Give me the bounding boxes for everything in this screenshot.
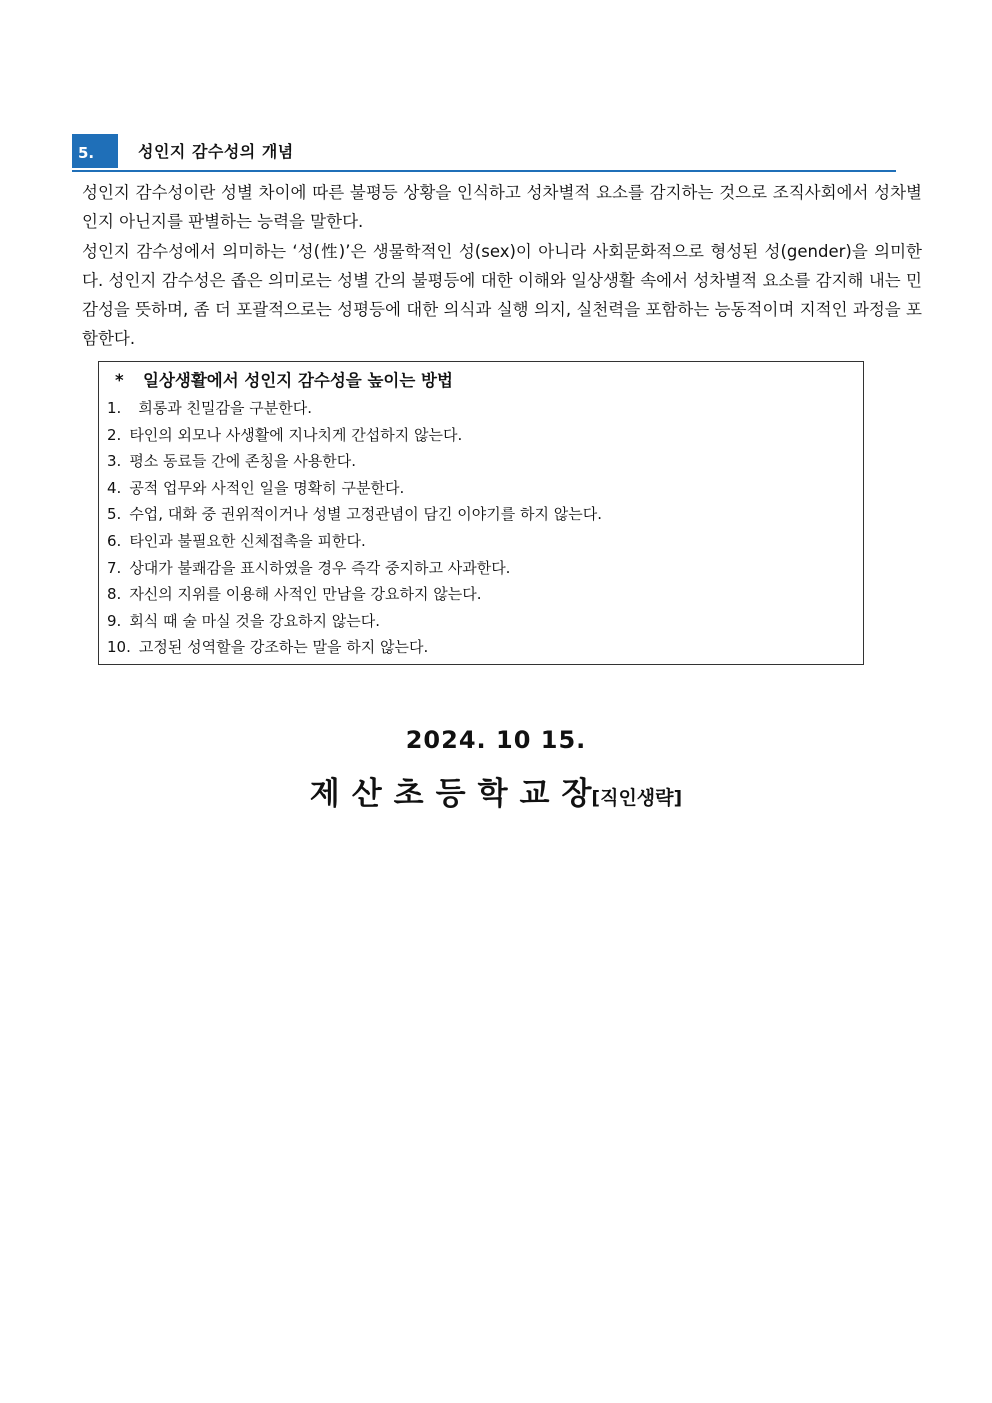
tips-box bbox=[98, 361, 864, 665]
list-item-number: 1. bbox=[107, 399, 122, 417]
list-item bbox=[107, 608, 855, 635]
tips-bullet: * bbox=[115, 371, 124, 390]
section-number: 5. bbox=[72, 134, 118, 168]
list-item bbox=[107, 528, 855, 555]
list-item-number: 7. bbox=[107, 558, 122, 577]
list-item-number: 2. bbox=[107, 425, 122, 444]
list-item-text: 희롱과 친밀감을 구분한다. bbox=[138, 399, 313, 417]
list-item-number: 9. bbox=[107, 611, 122, 630]
paragraph-definition bbox=[72, 178, 922, 236]
list-item-text: 수업, 대화 중 권위적이거나 성별 고정관념이 담긴 이야기를 하지 않는다. bbox=[129, 505, 602, 524]
document-date: 2024. 10 15. bbox=[405, 726, 587, 754]
list-item-number: 4. bbox=[107, 478, 122, 497]
list-item-text: 공적 업무와 사적인 일을 명확히 구분한다. bbox=[129, 478, 405, 497]
list-item-text: 자신의 지위를 이용해 사적인 만남을 강요하지 않는다. bbox=[129, 585, 482, 604]
list-item-number: 6. bbox=[107, 531, 122, 550]
paragraph-text: 성인지 감수성에서 의미하는 ‘성(性)’은 생물학적인 성(sex)이 아니라 사회문화적으로 형성된 성(gender)을 의미한다. 성인지 감수성은 좁은 의미로는 성별 간의 불평등에 대한 이해와 일상생활 속에서 성차별적 요소를 감지해 내는 민감성을 뜻하며, 좀 더 포괄적으로는 성평등에 대한 의식과 실행 의지, 실천력을 포함하는 능동적이며 지적인 과정을 포함한다. bbox=[82, 242, 922, 348]
list-item bbox=[107, 395, 855, 422]
list-item-text: 상대가 불쾌감을 표시하였을 경우 즉각 중지하고 사과한다. bbox=[129, 558, 511, 577]
section-title: 성인지 감수성의 개념 bbox=[138, 142, 294, 161]
school-head-title: 제산초등학교장 bbox=[309, 776, 604, 812]
list-item-text: 타인과 불필요한 신체접촉을 피한다. bbox=[129, 531, 366, 550]
list-item bbox=[107, 555, 855, 582]
tips-title-text: 일상생활에서 성인지 감수성을 높이는 방법 bbox=[143, 371, 453, 390]
list-item-text: 평소 동료들 간에 존칭을 사용한다. bbox=[129, 452, 357, 471]
list-item bbox=[107, 475, 855, 502]
list-item-number: 3. bbox=[107, 452, 122, 471]
list-item-text: 회식 때 술 마실 것을 강요하지 않는다. bbox=[129, 611, 381, 630]
list-item-number: 10. bbox=[107, 638, 131, 657]
list-item bbox=[107, 581, 855, 608]
list-item-number: 8. bbox=[107, 585, 122, 604]
paragraph-text: 성인지 감수성이란 성별 차이에 따른 불평등 상황을 인식하고 성차별적 요소를 감지하는 것으로 조직사회에서 성차별인지 아닌지를 판별하는 능력을 말한다. bbox=[82, 183, 922, 231]
seal-note: [직인생략] bbox=[591, 787, 683, 809]
list-item-text: 타인의 외모나 사생활에 지나치게 간섭하지 않는다. bbox=[129, 425, 463, 444]
signature-line bbox=[0, 768, 992, 813]
list-item-text: 고정된 성역할을 강조하는 말을 하지 않는다. bbox=[138, 638, 429, 657]
tips-title bbox=[115, 368, 855, 394]
tips-list bbox=[107, 395, 855, 661]
list-item bbox=[107, 422, 855, 449]
list-item bbox=[107, 634, 855, 661]
section-header bbox=[72, 134, 896, 172]
list-item bbox=[107, 448, 855, 475]
list-item-number: 5. bbox=[107, 505, 122, 524]
list-item bbox=[107, 501, 855, 528]
paragraph-meaning bbox=[72, 237, 922, 353]
